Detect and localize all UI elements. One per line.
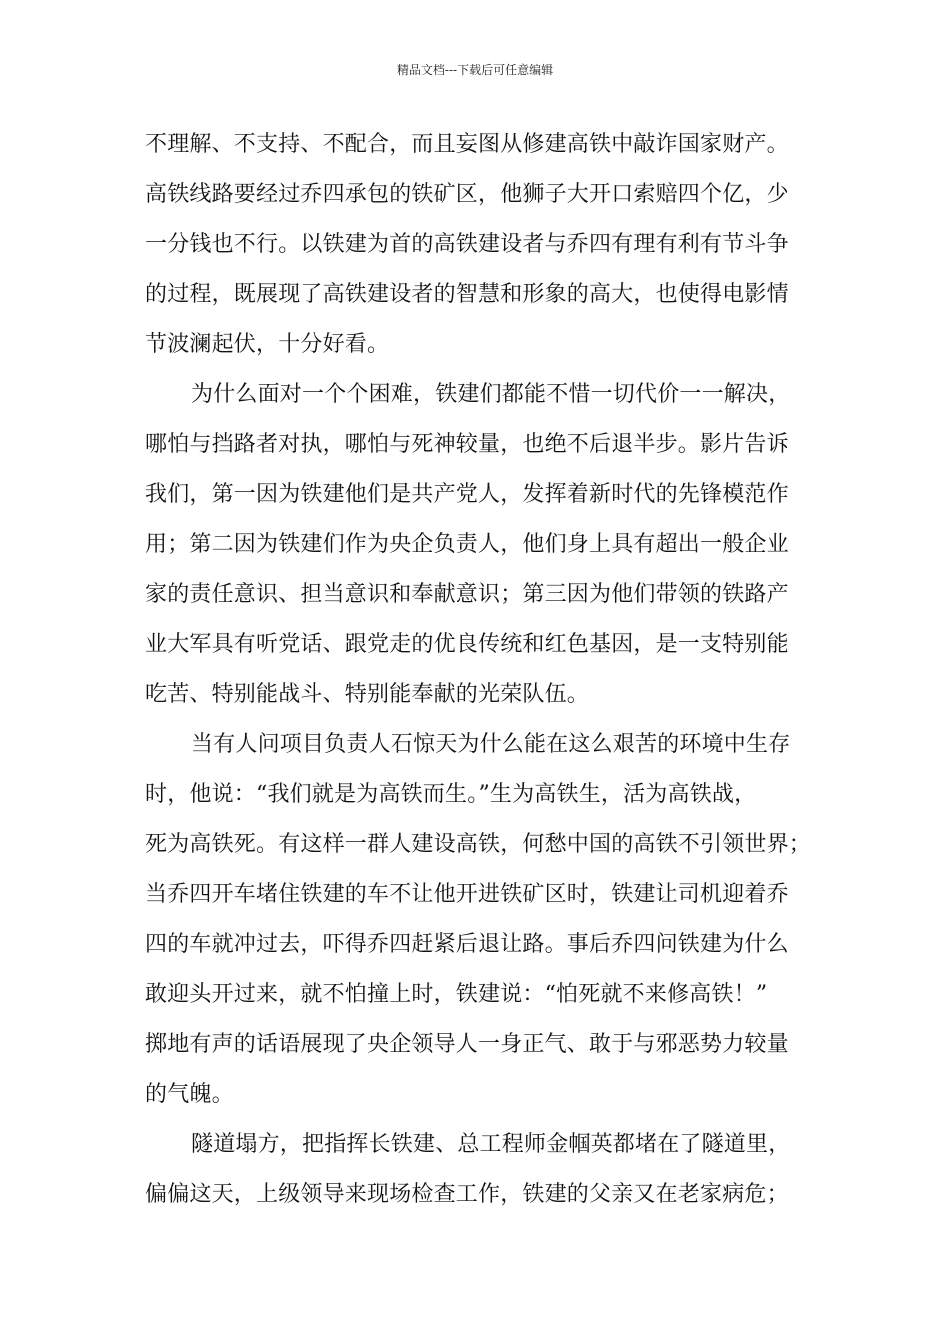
text-line: 当乔四开车堵住铁建的车不让他开进铁矿区时，铁建让司机迎着乔: [145, 882, 789, 907]
document-body: [145, 130, 812, 1230]
text-line: 时，他说：“我们就是为高铁而生。”生为高铁生，活为高铁战，: [145, 782, 757, 807]
text-line: 敢迎头开过来，就不怕撞上时，铁建说：“怕死就不来修高铁！”: [145, 982, 768, 1007]
text-line: 一分钱也不行。以铁建为首的高铁建设者与乔四有理有利有节斗争: [145, 232, 789, 257]
text-line: 掷地有声的话语展现了央企领导人一身正气、敢于与邪恶势力较量: [145, 1032, 789, 1057]
text-line: 隧道塌方，把指挥长铁建、总工程师金帼英都堵在了隧道里，: [191, 1132, 791, 1157]
text-line: 节波澜起伏，十分好看。: [145, 332, 390, 357]
page-header: 精品文档---下载后可任意编辑: [396, 63, 554, 77]
paragraph-1: [145, 130, 809, 380]
text-line: 家的责任意识、担当意识和奉献意识；第三因为他们带领的铁路产: [145, 582, 789, 607]
text-line: 高铁线路要经过乔四承包的铁矿区，他狮子大开口索赔四个亿，少: [145, 182, 789, 207]
text-line: 吃苦、特别能战斗、特别能奉献的光荣队伍。: [145, 682, 590, 707]
text-line: 的气魄。: [145, 1082, 234, 1107]
text-line: 四的车就冲过去，吓得乔四赶紧后退让路。事后乔四问铁建为什么: [145, 932, 789, 957]
text-line: 哪怕与挡路者对执，哪怕与死神较量，也绝不后退半步。影片告诉: [145, 432, 789, 457]
text-line: 业大军具有听党话、跟党走的优良传统和红色基因，是一支特别能: [145, 632, 789, 657]
paragraph-3: [145, 730, 812, 1130]
text-line: 我们，第一因为铁建他们是共产党人，发挥着新时代的先锋模范作: [145, 482, 789, 507]
text-line: 当有人问项目负责人石惊天为什么能在这么艰苦的环境中生存: [191, 732, 791, 757]
text-line: 偏偏这天，上级领导来现场检查工作，铁建的父亲又在老家病危；: [145, 1182, 789, 1207]
text-line: 用；第二因为铁建们作为央企负责人，他们身上具有超出一般企业: [145, 532, 789, 557]
text-line: 不理解、不支持、不配合，而且妄图从修建高铁中敲诈国家财产。: [145, 132, 789, 157]
paragraph-4: [145, 1130, 809, 1230]
paragraph-2: [145, 380, 809, 730]
text-line: 的过程，既展现了高铁建设者的智慧和形象的高大，也使得电影情: [145, 282, 789, 307]
text-line: 为什么面对一个个困难，铁建们都能不惜一切代价一一解决，: [191, 382, 791, 407]
text-line: 死为高铁死。有这样一群人建设高铁，何愁中国的高铁不引领世界；: [145, 832, 812, 857]
